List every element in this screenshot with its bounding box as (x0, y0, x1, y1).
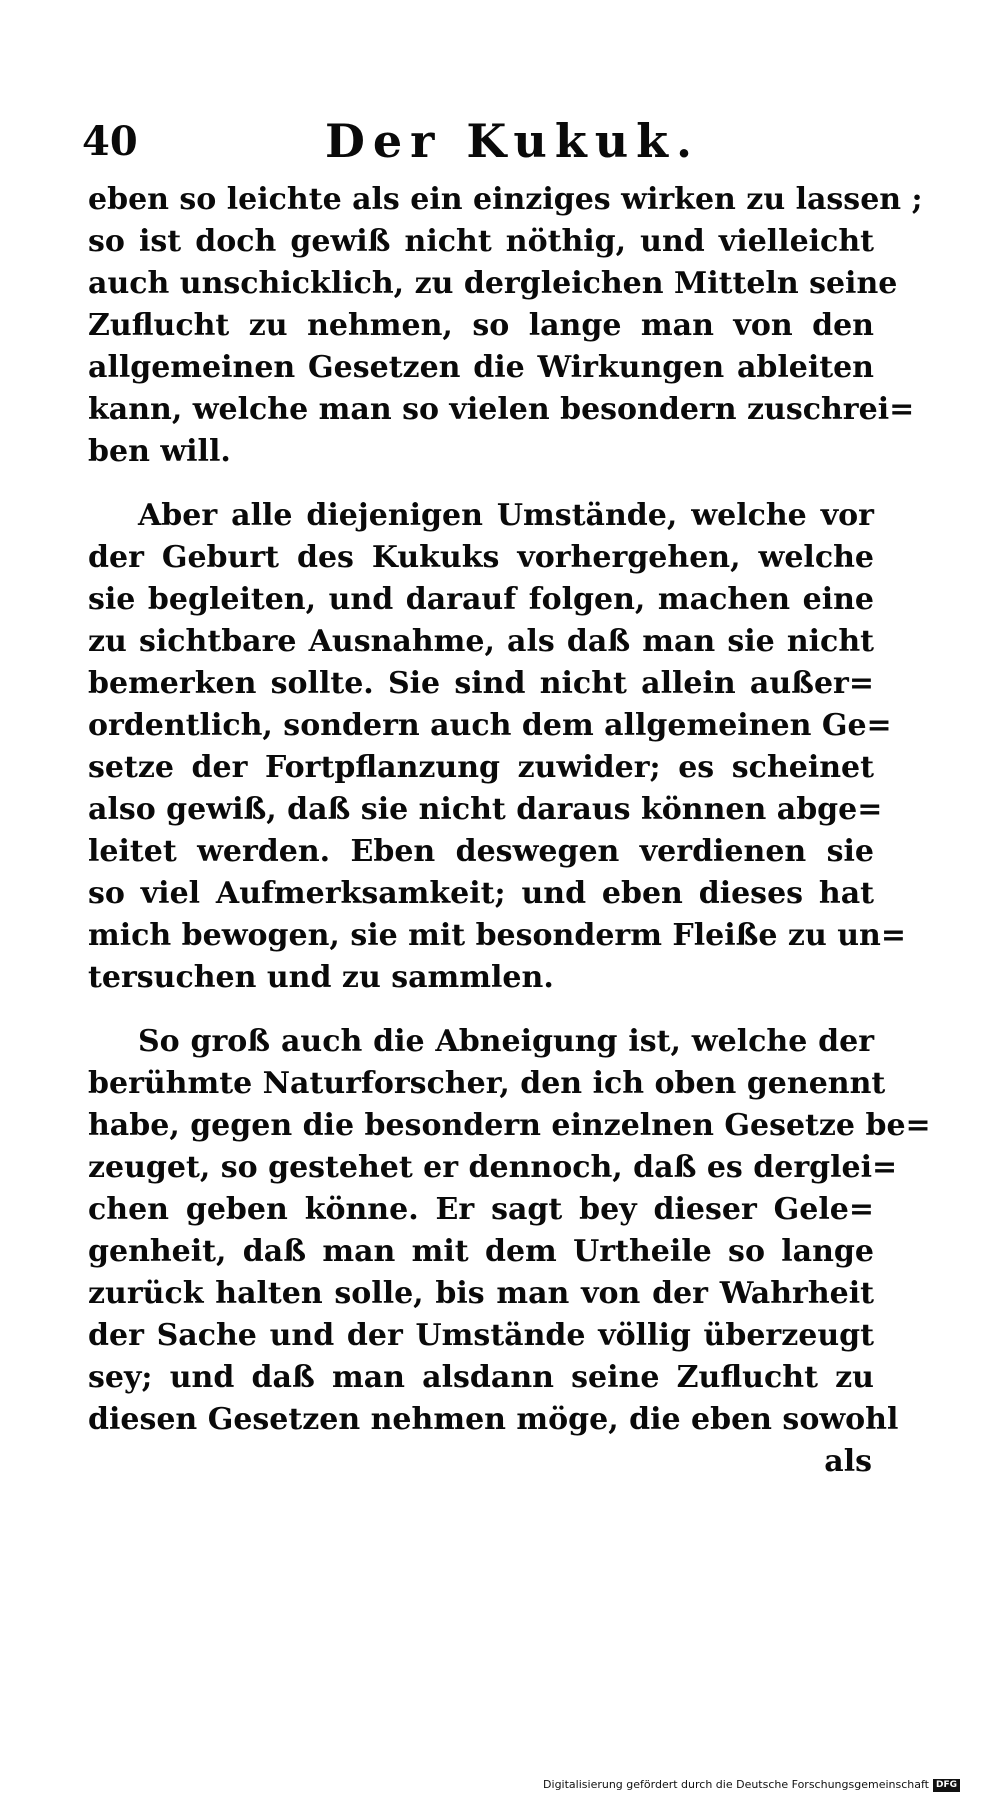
text-line: kann, welche man so vielen besondern zuschrei= (88, 392, 915, 427)
text-line: leitet werden. Eben deswegen verdienen sie (88, 834, 874, 869)
text-line: bemerken sollte. Sie sind nicht allein außer= (88, 666, 874, 701)
text-line: zurück halten solle, bis man von der Wahrheit (88, 1276, 874, 1311)
text-line: So groß auch die Abneigung ist, welche der (138, 1024, 874, 1059)
catchword: als (824, 1444, 872, 1479)
text-line: eben so leichte als ein einziges wirken zu lassen ; (88, 182, 923, 217)
running-head: Der Kukuk. (325, 114, 701, 168)
text-line: Aber alle diejenigen Umstände, welche vor (138, 498, 874, 533)
text-line: sie begleiten, und darauf folgen, machen eine (88, 582, 874, 617)
text-line: genheit, daß man mit dem Urtheile so lange (88, 1234, 874, 1269)
page-number: 40 (82, 118, 138, 165)
text-line: so viel Aufmerksamkeit; und eben dieses hat (88, 876, 874, 911)
text-line: zeuget, so gestehet er dennoch, daß es derglei= (88, 1150, 898, 1185)
text-line: ordentlich, sondern auch dem allgemeinen Ge= (88, 708, 892, 743)
text-line: also gewiß, daß sie nicht daraus können abge= (88, 792, 883, 827)
text-line: diesen Gesetzen nehmen möge, die eben sowohl (88, 1402, 899, 1437)
text-line: habe, gegen die besondern einzelnen Gesetze be= (88, 1108, 931, 1143)
text-line: setze der Fortpflanzung zuwider; es scheinet (88, 750, 874, 785)
text-line: allgemeinen Gesetzen die Wirkungen ableiten (88, 350, 874, 385)
text-line: ben will. (88, 434, 231, 469)
digitization-credit (543, 1778, 960, 1792)
text-line: der Sache und der Umstände völlig überzeugt (88, 1318, 874, 1353)
text-line: zu sichtbare Ausnahme, als daß man sie nicht (88, 624, 874, 659)
text-line: mich bewogen, sie mit besonderm Fleiße zu un= (88, 918, 906, 953)
text-line: sey; und daß man alsdann seine Zuflucht zu (88, 1360, 874, 1395)
text-line: so ist doch gewiß nicht nöthig, und vielleicht (88, 224, 874, 259)
text-line: chen geben könne. Er sagt bey dieser Gele= (88, 1192, 874, 1227)
text-line: Zuflucht zu nehmen, so lange man von den (88, 308, 874, 343)
text-line: tersuchen und zu sammlen. (88, 960, 554, 995)
dfg-logo: DFG (933, 1779, 960, 1792)
text-line: der Geburt des Kukuks vorhergehen, welche (88, 540, 874, 575)
text-line: berühmte Naturforscher, den ich oben genennt (88, 1066, 886, 1101)
credit-text: Digitalisierung gefördert durch die Deutsche Forschungsgemeinschaft (543, 1778, 929, 1791)
text-line: auch unschicklich, zu dergleichen Mitteln seine (88, 266, 898, 301)
